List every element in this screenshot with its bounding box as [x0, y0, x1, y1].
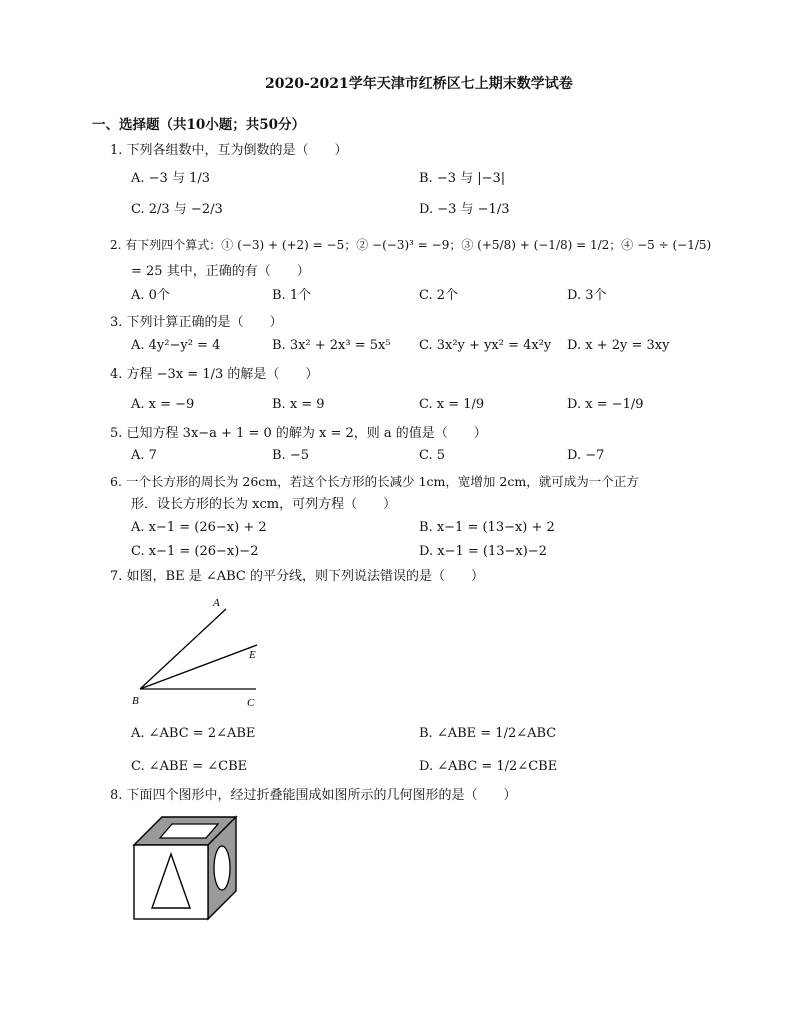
- q3-option-a[interactable]: A. 4y²−y² = 4: [131, 338, 221, 353]
- q7-option-b[interactable]: B. ∠ABE = 1/2∠ABC: [419, 726, 557, 741]
- question-4-stem: 4. 方程 −3x = 1/3 的解是（ ）: [110, 367, 319, 382]
- q5-option-c[interactable]: C. 5: [419, 448, 446, 463]
- q5-option-d[interactable]: D. −7: [567, 448, 605, 463]
- question-1-stem: 1. 下列各组数中，互为倒数的是（ ）: [110, 143, 348, 158]
- q3-option-c[interactable]: C. 3x²y + yx² = 4x²y: [419, 338, 552, 353]
- q3-option-b[interactable]: B. 3x² + 2x³ = 5x⁵: [272, 338, 391, 353]
- q6-option-b[interactable]: B. x−1 = (13−x) + 2: [419, 520, 555, 535]
- question-6-stem: 6. 一个长方形的周长为 26cm，若这个长方形的长减少 1cm，宽增加 2cm，就可成为一个正方: [110, 474, 639, 489]
- q5-option-b[interactable]: B. −5: [272, 448, 309, 463]
- q1-option-a[interactable]: A. −3 与 1/3: [131, 171, 211, 186]
- q6-option-a[interactable]: A. x−1 = (26−x) + 2: [131, 520, 267, 535]
- q2-option-b[interactable]: B. 1个: [272, 288, 312, 303]
- ray-be: [140, 645, 257, 689]
- question-5-stem: 5. 已知方程 3x−a + 1 = 0 的解为 x = 2，则 a 的值是（ ）: [110, 426, 487, 441]
- question-6-stem-continued: 形．设长方形的长为 xcm，可列方程（ ）: [131, 497, 397, 512]
- angle-bisector-figure: [125, 592, 275, 712]
- q2-option-d[interactable]: D. 3个: [567, 288, 607, 303]
- question-2-stem-continued: = 25 其中，正确的有（ ）: [131, 264, 310, 279]
- label-c: C: [247, 697, 255, 709]
- page-title: 2020-2021学年天津市红桥区七上期末数学试卷: [265, 76, 573, 92]
- q5-option-a[interactable]: A. 7: [131, 448, 157, 463]
- q2-option-a[interactable]: A. 0个: [131, 288, 170, 303]
- q4-option-c[interactable]: C. x = 1/9: [419, 397, 485, 412]
- q6-option-c[interactable]: C. x−1 = (26−x)−2: [131, 544, 259, 559]
- section-heading: 一、选择题（共10小题；共50分）: [92, 117, 306, 133]
- q3-option-d[interactable]: D. x + 2y = 3xy: [567, 338, 670, 353]
- q7-option-c[interactable]: C. ∠ABE = ∠CBE: [131, 759, 248, 774]
- q4-option-d[interactable]: D. x = −1/9: [567, 397, 644, 412]
- label-b: B: [132, 695, 139, 707]
- q7-option-a[interactable]: A. ∠ABC = 2∠ABE: [131, 726, 256, 741]
- q2-option-c[interactable]: C. 2个: [419, 288, 459, 303]
- question-2-stem: 2. 有下列四个算式：① (−3) + (+2) = −5；② −(−3)³ = −9；③ (+5/8) + (−1/8) = 1/2；④ −5 ÷ (−1/5): [110, 238, 712, 252]
- cube-figure: [130, 812, 245, 922]
- q4-option-a[interactable]: A. x = −9: [131, 397, 195, 412]
- circle-shape: [214, 846, 230, 890]
- q1-option-b[interactable]: B. −3 与 |−3|: [419, 171, 506, 186]
- q6-option-d[interactable]: D. x−1 = (13−x)−2: [419, 544, 547, 559]
- q1-option-d[interactable]: D. −3 与 −1/3: [419, 202, 510, 217]
- q7-option-d[interactable]: D. ∠ABC = 1/2∠CBE: [419, 759, 558, 774]
- ray-ba: [140, 609, 226, 689]
- question-7-stem: 7. 如图，BE 是 ∠ABC 的平分线，则下列说法错误的是（ ）: [110, 569, 484, 584]
- question-8-stem: 8. 下面四个图形中，经过折叠能围成如图所示的几何图形的是（ ）: [110, 788, 517, 803]
- question-3-stem: 3. 下列计算正确的是（ ）: [110, 315, 283, 330]
- label-e: E: [249, 649, 256, 661]
- q4-option-b[interactable]: B. x = 9: [272, 397, 325, 412]
- q1-option-c[interactable]: C. 2/3 与 −2/3: [131, 202, 223, 217]
- label-a: A: [213, 597, 220, 609]
